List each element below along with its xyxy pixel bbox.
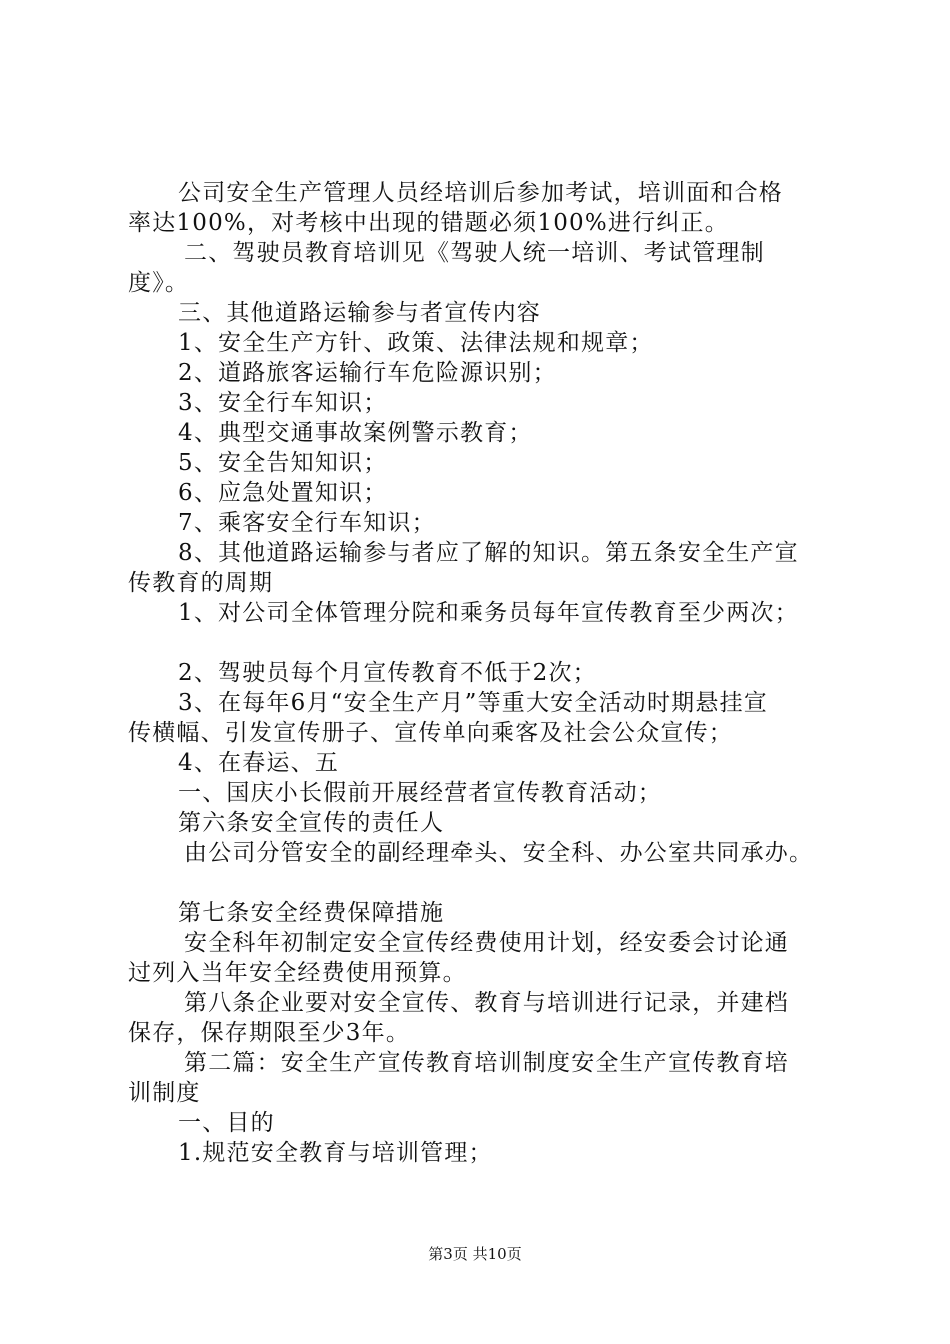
list-item: 3、安全行车知识； [178,390,388,416]
paragraph-line: 第八条企业要对安全宣传、教育与培训进行记录，并建档 [184,990,789,1016]
list-item: 8、其他道路运输参与者应了解的知识。第五条安全生产宣 [178,540,799,566]
paragraph-line: 由公司分管安全的副经理牵头、安全科、办公室共同承办。 [184,840,814,866]
list-item: 2、驾驶员每个月宣传教育不低于2次； [178,660,597,686]
list-item: 6、应急处置知识； [178,480,388,506]
blank-line [128,868,838,898]
list-item: 1、对公司全体管理分院和乘务员每年宣传教育至少两次； [178,600,799,626]
section-heading: 三、其他道路运输参与者宣传内容 [178,300,541,326]
list-item: 7、乘客安全行车知识； [178,510,436,536]
paragraph-line: 一、国庆小长假前开展经营者宣传教育活动； [178,780,662,806]
list-item: 4、典型交通事故案例警示教育； [178,420,533,446]
paragraph-line: 传横幅、引发宣传册子、宣传单向乘客及社会公众宣传； [128,720,733,746]
list-item: 3、在每年6月“安全生产月”等重大安全活动时期悬挂宣 [178,690,768,716]
list-item: 5、安全告知知识； [178,450,388,476]
body-text [128,178,838,1168]
paragraph-line: 保存，保存期限至少3年。 [128,1020,411,1046]
paragraph-line: 安全科年初制定安全宣传经费使用计划，经安委会讨论通 [184,930,789,956]
list-item: 2、道路旅客运输行车危险源识别； [178,360,557,386]
paragraph-line: 二、驾驶员教育培训见《驾驶人统一培训、考试管理制 [184,240,765,266]
paragraph-line: 率达100%，对考核中出现的错题必须100%进行纠正。 [128,210,729,236]
page-number-footer: 第3页 共10页 [428,1245,522,1263]
section-heading: 第二篇：安全生产宣传教育培训制度安全生产宣传教育培 [184,1050,789,1076]
section-heading: 一、目的 [178,1110,275,1136]
blank-line [128,628,838,658]
paragraph-line: 度》。 [128,270,190,296]
list-item: 1.规范安全教育与培训管理； [178,1140,493,1166]
section-heading: 第六条安全宣传的责任人 [178,810,445,836]
paragraph-line: 过列入当年安全经费使用预算。 [128,960,467,986]
paragraph-line: 公司安全生产管理人员经培训后参加考试，培训面和合格 [178,180,783,206]
section-heading: 第七条安全经费保障措施 [178,900,445,926]
paragraph-line: 训制度 [128,1080,201,1106]
list-item: 1、安全生产方针、政策、法律法规和规章； [178,330,654,356]
list-item: 4、在春运、五 [178,750,340,776]
paragraph-line: 传教育的周期 [128,570,274,596]
